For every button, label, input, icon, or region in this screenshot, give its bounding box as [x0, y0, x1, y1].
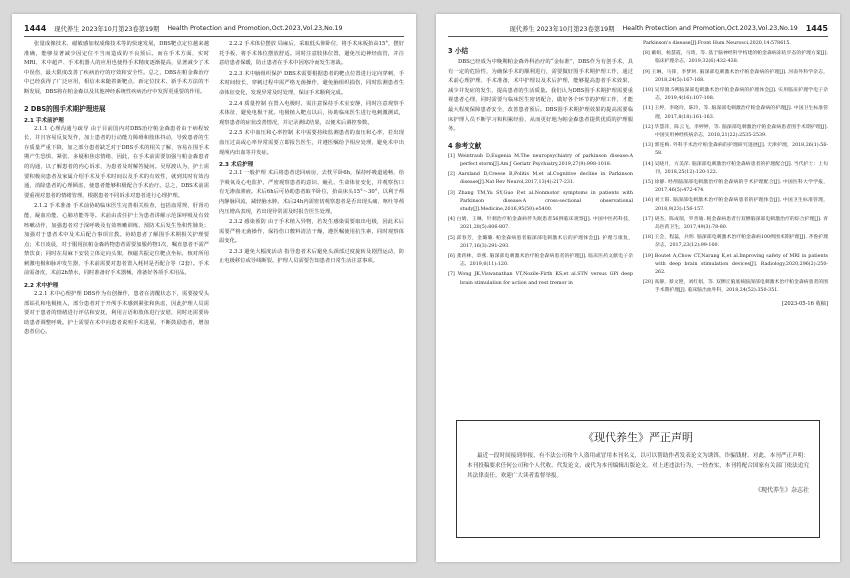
running-header	[448, 22, 828, 37]
reference-entry: [20] 高静，蔡文艳，刘红娟，等. 双侧丘脑底核脑深部电刺激术治疗帕金森病患者的围手术期护理[J]. 临床脑出血外科，2018,24(52):350-351.	[643, 280, 828, 294]
paragraph: 2.2.3 术中脑组织保护 DBS术需要根据患者的靶点位置进行定向穿刺，手术时间较长，穿刺过程中需严格无菌操作，避免脑组织损伤，同时监测患者生命体征变化，发现异常及时处理，保证手术顺利完成。	[219, 70, 404, 96]
reference-entry: [3] Zhang TM,Yu SY,Guo P,et al.Nonmotor symptoms in patients with Parkinson disease:A cross-sectional observational study[J].Medicine,2016,95(50):e5400.	[448, 190, 633, 212]
section-heading: 4 参考文献	[448, 141, 482, 150]
reference-entry: [16] 刘士阳. 脑深部电刺激术治疗帕金森病患者的护理体会[J]. 中国卫生标准管理，2018,9(23):156-157.	[643, 198, 828, 212]
subsection-heading: 2.2 术中护理	[24, 283, 59, 290]
reference-entry: [18] 王会，程蕊，兵明. 脑深部电刺激术治疗帕金森病100例围术期护理[J]. 齐鲁护理杂志，2017,23(12):99-100.	[643, 235, 828, 249]
paragraph: 2.1.2 手术准备 手术前协助临床医生完善相关检查，包括血常规、肝肾功能、凝血功能、心肺功能等等。术前由责任护士为患者讲解示范深呼吸及有效咳嗽动作，加强患者对于深呼吸及有效咳嗽训练，预防术后发生坠积性肺炎；加强对于患者术中及术后配合事项宣教。协助患者了解围手术期相关护理要点；术日凌晨，对于服用抗帕金森药物患者需要加服药物1次，嘱直患者不需严禁饮食；同时在局麻下安装立体定向头架，核磁共振定位靶点坐标，核对所用刺激电极和脉冲发生器，手术前需要对患者置入耗材是否配合等（2套）。手术前需备皮，术前2h禁水，同时准备好手术器械，准备好各项手术用品。	[24, 203, 209, 277]
left-page-column-2	[219, 40, 404, 556]
paragraph: 2.1.1 心理沟通与疏导 由于目前国内对DBS治疗帕金森患者由于病程较长，并且容易反复发作，加上患者的行动能力障碍和肢体抖动，导致患者的生存质量严重下降，加之部分患者缺乏对于DBS手术的相关了解，容易在围手术期产生恐惧、紧张、多疑和焦虑情绪，因此，在手术前需要加强与帕金森患者的沟通，以了解患者的内心诉求，为患者及时解答疑问。吴厚渡认为，护士需要积极向患者及家属介绍手术及手术时间以及手术的有效性，就到其时有效沟通，消除患者的心理顾虑，使患者能够积极配合手术治疗。总之，DBS术前需要重视对患者的情绪管理，根据患者不同诉求对患者进行心理护理。	[24, 125, 209, 199]
paragraph: 2.3.2 感染预防 由于手术植入异物，若发生感染需要取出电极，因此术后需要严格无菌操作，保持伤口敷料清洁干燥，遵医嘱使用抗生素，同时观察体温变化。	[219, 219, 404, 245]
reference-entry: [8] 戴娟，杨慧霞，马琦，等. 基于脑神经科学构建的帕金森病冻结步态的护理方案[J]. 临床护理杂志，2019,32(6):432-438.	[643, 51, 828, 65]
paragraph: 2.2.1 术中心理护理 DBS作为有创操作，患者在清醒状态下，需要接受头部钻孔和电极植入，部分患者对于开颅手术感到紧张和焦虑，因此护理人员需要对于患者的情绪进行评估和安抚，利用言语和肢体进行安慰，同时还需要协助患者调整呼吸。护士需要在术中向患者说明手术进展，不断鼓励患者，增加患者信心。	[24, 291, 209, 336]
subsection-heading: 2.3 术后护理	[219, 162, 254, 169]
page-number: 1445	[805, 23, 828, 33]
paragraph: 2.2.5 术中血压和心率控制 术中需要持续监测患者的血压和心率，若出现血压过高或心率异常需要立即报告医生，并遵医嘱给予相应处理，避免术中出现颅内出血等并发症。	[219, 130, 404, 156]
reference-entry: [7] Wong JK,Viswanathan VT,Nozile-Firth KS,et al.STN versus GPi deep brain stimulation for action and rest tremor in	[448, 272, 633, 286]
page-number: 1444	[24, 23, 47, 33]
reference-entry: [19] Boutet A,Chow CT,Narang K,et al.Improving safety of MRI in patients with deep brain stimulation devices[J]. Radiology,2020,296(2):250-262.	[643, 253, 828, 276]
section-heading: 2 DBS的围手术期护理进展	[24, 104, 106, 113]
running-header	[24, 22, 404, 37]
reference-entry: [17] 胡杰，陈成瑞，罗善瑜. 帕金森病患者行双侧脑深部电刺激治疗的综合护理[J]. 青岛医药卫生，2017,49(3):78-80.	[643, 216, 828, 231]
journal-title-en: Health Protection and Promotion,Oct.2023,Vol.23,No.19	[167, 24, 343, 32]
right-page-column-1	[448, 40, 633, 382]
paragraph: 2.2.4 质量控制 在置入电极时，需注意保持手术室安静，同时注意观察手术体征，避免电极干扰。电极植入靶点以后，协助临床医生进行电刺激测试，观察患者的症状改善情况，并记录测试结果，以便术后调控参数。	[219, 100, 404, 126]
reference-entry: [2] Aarsland D,Creese B,Politis M,et al.Cognitive decline in Parkinson disease[J].Nat Rev Neurol,2017,13(4):217-231.	[448, 172, 633, 186]
reference-entry: [1] Weintraub D,Eugenia M.The neuropsychiatry of parkinson disease:A perfect storm[J].Am J Geriatr Psychiatry,2019,27(9):998-1018.	[448, 153, 633, 167]
reference-entry: [14] 吴晓月，方美萍. 脑深部电刺激治疗帕金森病患者的护理配合[J]. 当代护士：上旬刊，2018,25(12):120-122.	[643, 161, 828, 175]
notice-title: 《现代养生》严正声明	[583, 431, 693, 444]
paragraph: DBS已经成为中晚期帕金森外科治疗的“金标准”，DBS作为有创手术，具有一定的危险性，为确保手术的顺利进行，需要做好围手术期护理工作，通过术前心理护理、手术准备，术中护理以及术后护理，能够提高患者手术效果，减少并发症的发生，提高患者的生活质量。我们认为DBS围手术期护理需要重视患者心理，同时需要与临床医生密切配合，做好各个环节的护理工作，才能最大程度保障患者安全，改善患者预后。DBS围手术期护理效果的提高需要临床护理人员不断学习和积累经验，从而更好地为帕金森患者提供优质的护理服务。	[448, 59, 633, 133]
right-page	[436, 14, 840, 562]
subsection-heading: 2.1 手术前护理	[24, 117, 64, 124]
reference-entry: [11] 王婷，李晓玲，陈玲，等. 脑深部电刺激治疗帕金森病的护理[J]. 中国卫生标准管理，2017,8(18):161-163.	[643, 106, 828, 120]
paragraph: 2.3.3 避免大幅度活动 指导患者术后避免头颈部过度旋转及剧烈运动，防止电极移位或导线断裂。护理人员需要告知患者日常生活注意事项。	[219, 248, 404, 265]
reference-entry: [10] 吴厚渡.5例脑深部电刺激术治疗帕金森病的护理体会[J]. 实用临床护理学电子杂志，2019,4(16):107-108.	[643, 88, 828, 102]
journal-title-cn: 现代养生 2023年10月第23卷第19期	[54, 25, 160, 33]
reference-entry: [12] 毕慧萍，陈云飞，李婷婷，等. 脑深部电刺激治疗帕金森病患者围手术期护理[J]. 中国实用神经疾病杂志，2018,21(22):2535-2539.	[643, 124, 828, 139]
left-page	[12, 14, 416, 562]
reference-entry: [9] 王琳，马锋，李梦珂. 脑深部电刺激术治疗帕金森病的护理[J]. 河南外科学杂志，2018,24(5):167-168.	[643, 69, 828, 83]
journal-title-en: Health Protection and Promotion,Oct.2023,Vol.23,No.19	[622, 24, 798, 32]
received-date: [2023-05-16 收稿]	[782, 300, 828, 307]
notice-box	[456, 420, 820, 538]
notice-body: 最近一段时间接到举报，有不法公司和个人盗用或冒用本刊名义，以可以帮助作者发表论文为诱饵，诈骗钱财。对此，本刊严正声明：本刊投稿要求任何公司和个人代收、代发论文，或代为本刊编辑出版论文。对上述违法行为，一经查实，本刊将配合国家有关部门依法追究其法律责任。欢迎广大读者监督举报。	[467, 453, 809, 479]
reference-entry: [15] 徐静. 经颅脑深部电刺激治疗帕金森病的手术护理配合[J]. 中国医科大学学报，2017,46(5):472-474.	[643, 180, 828, 194]
left-page-column-1	[24, 40, 209, 556]
notice-signature: 《现代养生》杂志社	[754, 487, 809, 494]
journal-title-cn: 现代养生 2023年10月第23卷第19期	[509, 25, 615, 33]
reference-entry: [5] 邱春芳，金璐璐. 帕金森病患者脑深部电刺激术后的护理体会[J]. 护理与康复，2017,16(3):291-293.	[448, 235, 633, 249]
paragraph: 2.3.1 一般护理 术后将患者送回病房，去枕平卧6h，保持呼吸道通畅，给予吸氧及心电监护，严密观察患者的意识、瞳孔、生命体征变化，并观察伤口有无渗血渗液。术后6h后可协助患者取半卧位，抬高床头15°～30°，以利于颅内静脉回流，减轻脑水肿。术后24h内需密切观察患者是否出现头痛、呕吐等颅内压增高表现，若出现异常需及时报告医生处理。	[219, 170, 404, 215]
section-heading: 3 小结	[448, 47, 469, 55]
reference-entry: [6] 龚蒋林，章燕. 脑深部电刺激术治疗帕金森病患者的护理[J]. 临床医药文献电子杂志，2019,6(11):120.	[448, 253, 633, 268]
reference-entry: Parkinson's disease[J].Front Hum Neurosci,2020,14:578615.	[643, 41, 791, 46]
reference-entry: [13] 郭连梅. 外科手术治疗帕金森病的护理研究进展[J]. 天津护理，2018,26(1):56-58.	[643, 143, 828, 157]
right-page-column-2	[643, 40, 828, 382]
paragraph: 2.2.2 手术体位摆放 局麻后，采取低头仰卧位，将手术床板抬高15°，摆好托手板，将手术体位摆放舒适。同时注意肢体位置，避免压迫神经血管，并注意给患者保暖，防止患者在手术中因寒冷而发生寒战。	[219, 41, 404, 67]
paragraph: 张量成像技术、磁敏感加权成像技术等的快速发展，DBS靶点定位越来越准确，能够显著减少因定位不当而造成的不良预后。而在手术方面，实时 MRI、术中超声、手术机器人的应用也使得手术精度逐渐提高，显著减少了术中误伤，最大限度改善了疾病治疗的疗效和安全性。总之，DBS在帕金森治疗中已经获得了广泛应用，相信未来随着新靶点、新定位技术、新手术方法的不断发展，DBS将在帕金森以及其他神经系统性疾病治疗中发挥更重要的作用。	[24, 41, 209, 95]
reference-entry: [4] 白婧，王琳，针刺治疗帕金森病伴失眠患者56例临床观察[J]. 中国中医药科技，2021,28(5):806-807.	[448, 217, 633, 231]
